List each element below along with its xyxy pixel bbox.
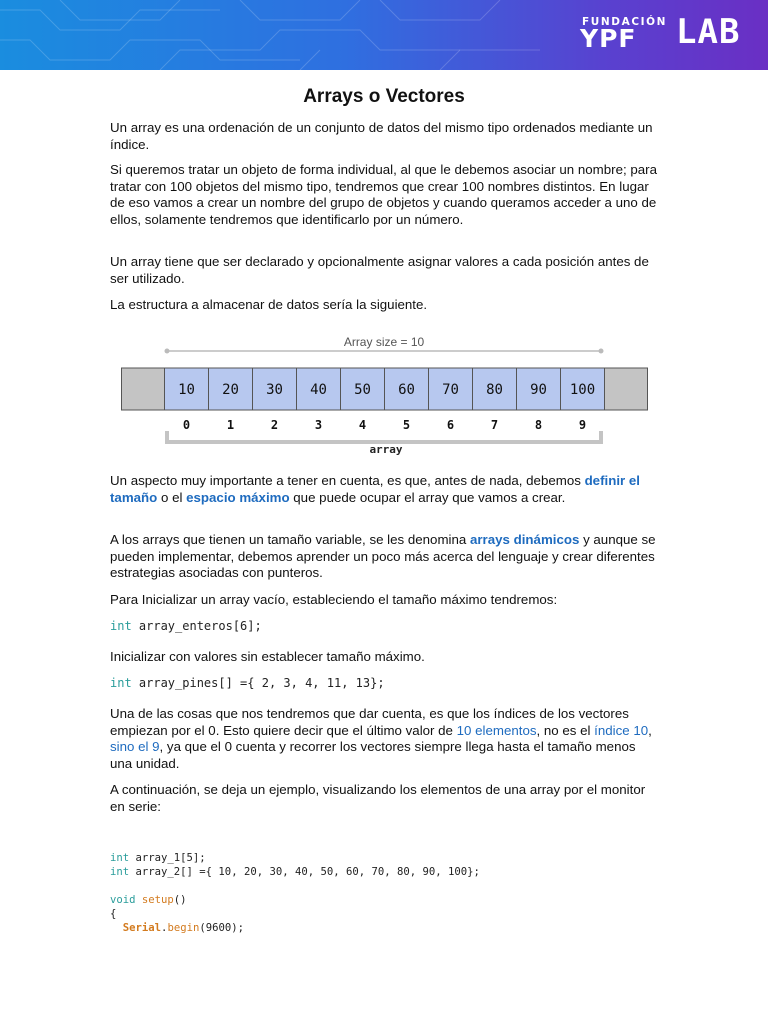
array-index-label: 6 (446, 418, 455, 432)
paragraph-indices: Una de las cosas que nos tendremos que dar cuenta, es que los índices de los vectores empiezan por el 0. Esto quiere decir que el último valor de 10 elementos, no es el índice 10, sino el 9, ya que el 0 cuenta y recorrer los vectores siempre llega hasta el tamaño menos una unidad. (110, 706, 652, 772)
array-cell-value: 60 (398, 382, 415, 398)
array-label: array (369, 443, 403, 456)
code-array-enteros: int array_enteros[6]; (110, 619, 262, 633)
paragraph-intro: Un array es una ordenación de un conjunto de datos del mismo tipo ordenados mediante un índice. (110, 120, 653, 152)
highlight-indice-10: índice 10 (594, 722, 649, 738)
fundacion-ypf-lab-logo (580, 14, 760, 54)
array-cell-value: 90 (530, 382, 547, 398)
array-index-label: 0 (182, 418, 191, 432)
highlight-arrays-dinamicos: arrays dinámicos (469, 532, 580, 547)
array-index-label: 5 (402, 418, 411, 432)
array-index-label: 4 (358, 418, 367, 432)
paragraph-declaration: Un array tiene que ser declarado y opcionalmente asignar valores a cada posición antes de ser utilizado. (110, 254, 649, 286)
array-cell-value: 30 (266, 382, 283, 398)
paragraph-size-aspect: Un aspecto muy importante a tener en cuenta, es que, antes de nada, debemos definir el tamaño o el espacio máximo que puede ocupar el array que vamos a crear. (110, 473, 640, 505)
array-bracket (167, 431, 601, 442)
array-cell-value: 70 (442, 382, 459, 398)
logo-fundacion-text: FUNDACIÓN (582, 16, 668, 28)
array-cell-value: 20 (222, 382, 239, 398)
array-cell-value: 50 (354, 382, 371, 398)
banner-pattern (0, 0, 560, 70)
array-diagram (121, 330, 648, 460)
highlight-definir-tamano: definir el tamaño (110, 473, 640, 505)
array-cell-value: 80 (486, 382, 503, 398)
array-index-label: 9 (578, 418, 587, 432)
highlight-10-elementos: 10 elementos (456, 722, 537, 738)
highlight-espacio-maximo: espacio máximo (186, 489, 290, 505)
array-cell-value: 10 (178, 382, 195, 398)
paragraph-dynamic-arrays: A los arrays que tienen un tamaño variable, se les denomina arrays dinámicos y aunque se pueden implementar, debemos aprender un poco más acerca del lenguaje y crear diferentes estrategias asociadas con punteros. (110, 532, 656, 581)
array-end-cell-left (122, 368, 165, 410)
array-end-cell-right (605, 368, 648, 410)
array-cell-value: 100 (569, 382, 596, 398)
code-example: int array_1[5]; int array_2[] ={ 10, 20, 30, 40, 50, 60, 70, 80, 90, 100}; void setup() { Serial.begin(9600); (110, 852, 480, 934)
array-index-label: 1 (226, 418, 235, 432)
page-title: Arrays o Vectores (303, 86, 465, 107)
array-size-label: Array size = 10 (343, 335, 425, 349)
arrow-left-end (165, 349, 170, 354)
logo-lab-text: LAB (676, 12, 741, 52)
array-index-label: 7 (490, 418, 499, 432)
paragraph-example-intro: A continuación, se deja un ejemplo, visualizando los elementos de una array por el monitor en serie: (110, 782, 646, 814)
header-banner (0, 0, 768, 70)
code-array-pines: int array_pines[] ={ 2, 3, 4, 11, 13}; (110, 676, 385, 690)
logo-ypf-text: YPF (580, 24, 637, 53)
paragraph-init-empty: Para Inicializar un array vacío, estableciendo el tamaño máximo tendremos: (110, 592, 558, 607)
paragraph-init-values: Inicializar con valores sin establecer tamaño máximo. (110, 649, 425, 664)
array-index-label: 8 (534, 418, 543, 432)
array-index-label: 2 (270, 418, 279, 432)
arrow-right-end (599, 349, 604, 354)
array-index-label: 3 (314, 418, 323, 432)
paragraph-structure: La estructura a almacenar de datos sería la siguiente. (110, 297, 428, 312)
highlight-sino-el-9: sino el 9 (110, 739, 160, 755)
paragraph-individual-objects: Si queremos tratar un objeto de forma individual, al que le debemos asociar un nombre; para tratar con 100 objetos del mismo tipo, tendremos que crear 100 nombres distintos. En lugar de eso vamos a crear un nombre del grupo de objetos y cuando queramos acceder a uno de ellos, solamente tendremos que identificarlo por un número. (110, 162, 657, 228)
array-cell-value: 40 (310, 382, 327, 398)
